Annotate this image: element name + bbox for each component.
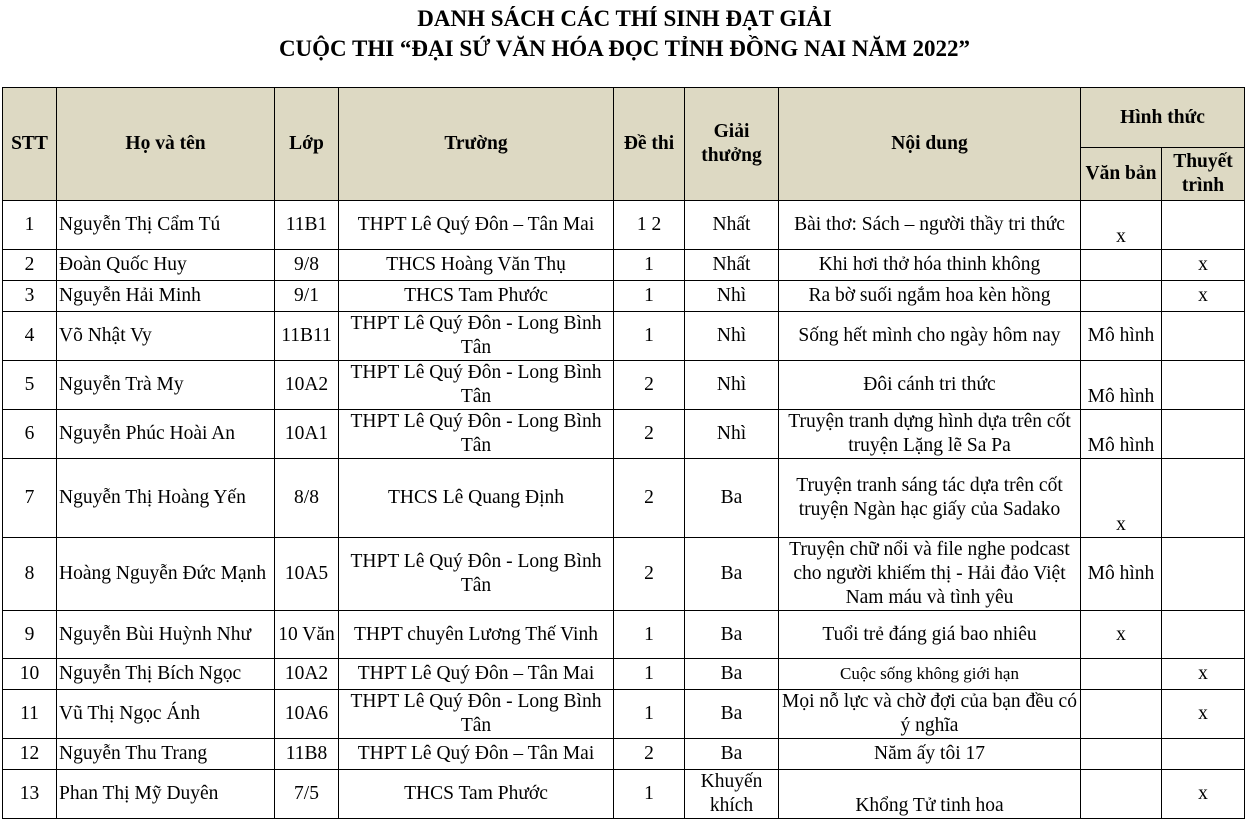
cell-prize: Nhì bbox=[685, 281, 779, 312]
cell-school: THCS Hoàng Văn Thụ bbox=[339, 250, 614, 281]
cell-exam: 1 2 bbox=[614, 201, 685, 250]
cell-class: 10A1 bbox=[275, 410, 339, 459]
cell-exam: 2 bbox=[614, 361, 685, 410]
cell-class: 9/1 bbox=[275, 281, 339, 312]
cell-exam: 1 bbox=[614, 611, 685, 659]
cell-prize: Nhì bbox=[685, 410, 779, 459]
cell-name: Hoàng Nguyễn Đức Mạnh bbox=[57, 538, 275, 611]
cell-presentation bbox=[1162, 312, 1245, 361]
cell-class: 10A2 bbox=[275, 659, 339, 690]
cell-stt: 10 bbox=[3, 659, 57, 690]
cell-exam: 1 bbox=[614, 659, 685, 690]
cell-exam: 2 bbox=[614, 538, 685, 611]
cell-content: Truyện chữ nổi và file nghe podcast cho người khiếm thị - Hải đảo Việt Nam máu và tình yêu bbox=[779, 538, 1081, 611]
cell-name: Nguyễn Bùi Huỳnh Như bbox=[57, 611, 275, 659]
cell-school: THPT Lê Quý Đôn - Long Bình Tân bbox=[339, 361, 614, 410]
cell-text-form: x bbox=[1081, 201, 1162, 250]
table-header bbox=[3, 88, 1245, 201]
header-content: Nội dung bbox=[779, 88, 1081, 201]
cell-presentation bbox=[1162, 201, 1245, 250]
cell-presentation bbox=[1162, 611, 1245, 659]
header-form: Hình thức bbox=[1081, 88, 1245, 148]
cell-content: Bài thơ: Sách – người thầy tri thức bbox=[779, 201, 1081, 250]
cell-stt: 7 bbox=[3, 459, 57, 538]
cell-school: THPT Lê Quý Đôn - Long Bình Tân bbox=[339, 312, 614, 361]
cell-text-form: x bbox=[1081, 459, 1162, 538]
cell-text-form: Mô hình bbox=[1081, 312, 1162, 361]
table-row bbox=[3, 201, 1245, 250]
cell-stt: 4 bbox=[3, 312, 57, 361]
cell-class: 7/5 bbox=[275, 770, 339, 819]
table-row bbox=[3, 739, 1245, 770]
cell-class: 9/8 bbox=[275, 250, 339, 281]
cell-content: Khổng Tử tinh hoa bbox=[779, 770, 1081, 819]
header-exam: Đề thi bbox=[614, 88, 685, 201]
cell-prize: Ba bbox=[685, 690, 779, 739]
cell-content: Khi hơi thở hóa thinh không bbox=[779, 250, 1081, 281]
header-school: Trường bbox=[339, 88, 614, 201]
cell-presentation bbox=[1162, 538, 1245, 611]
cell-text-form bbox=[1081, 770, 1162, 819]
cell-stt: 5 bbox=[3, 361, 57, 410]
cell-school: THPT Lê Quý Đôn – Tân Mai bbox=[339, 659, 614, 690]
cell-class: 10 Văn bbox=[275, 611, 339, 659]
cell-presentation: x bbox=[1162, 690, 1245, 739]
cell-school: THCS Lê Quang Định bbox=[339, 459, 614, 538]
cell-name: Nguyễn Thị Cẩm Tú bbox=[57, 201, 275, 250]
cell-text-form bbox=[1081, 739, 1162, 770]
cell-exam: 1 bbox=[614, 312, 685, 361]
header-presentation: Thuyết trình bbox=[1162, 148, 1245, 201]
cell-stt: 3 bbox=[3, 281, 57, 312]
cell-exam: 1 bbox=[614, 281, 685, 312]
cell-name: Võ Nhật Vy bbox=[57, 312, 275, 361]
cell-school: THCS Tam Phước bbox=[339, 281, 614, 312]
cell-exam: 1 bbox=[614, 250, 685, 281]
cell-presentation: x bbox=[1162, 281, 1245, 312]
cell-text-form bbox=[1081, 659, 1162, 690]
cell-stt: 11 bbox=[3, 690, 57, 739]
header-name: Họ và tên bbox=[57, 88, 275, 201]
table-row bbox=[3, 312, 1245, 361]
cell-exam: 1 bbox=[614, 770, 685, 819]
cell-class: 11B11 bbox=[275, 312, 339, 361]
cell-name: Nguyễn Thu Trang bbox=[57, 739, 275, 770]
cell-name: Nguyễn Thị Bích Ngọc bbox=[57, 659, 275, 690]
cell-presentation bbox=[1162, 459, 1245, 538]
cell-school: THPT Lê Quý Đôn – Tân Mai bbox=[339, 201, 614, 250]
cell-class: 10A5 bbox=[275, 538, 339, 611]
cell-name: Phan Thị Mỹ Duyên bbox=[57, 770, 275, 819]
cell-text-form bbox=[1081, 250, 1162, 281]
cell-name: Nguyễn Thị Hoàng Yến bbox=[57, 459, 275, 538]
cell-school: THPT Lê Quý Đôn – Tân Mai bbox=[339, 739, 614, 770]
cell-text-form: Mô hình bbox=[1081, 410, 1162, 459]
cell-exam: 2 bbox=[614, 739, 685, 770]
table-row bbox=[3, 770, 1245, 819]
cell-school: THPT Lê Quý Đôn - Long Bình Tân bbox=[339, 690, 614, 739]
cell-school: THPT Lê Quý Đôn - Long Bình Tân bbox=[339, 410, 614, 459]
cell-class: 11B8 bbox=[275, 739, 339, 770]
cell-exam: 1 bbox=[614, 690, 685, 739]
cell-presentation bbox=[1162, 410, 1245, 459]
cell-text-form bbox=[1081, 281, 1162, 312]
cell-prize: Nhì bbox=[685, 312, 779, 361]
cell-stt: 1 bbox=[3, 201, 57, 250]
cell-class: 10A6 bbox=[275, 690, 339, 739]
cell-prize: Ba bbox=[685, 538, 779, 611]
header-prize: Giải thưởng bbox=[685, 88, 779, 201]
table-row bbox=[3, 250, 1245, 281]
table-body bbox=[3, 201, 1245, 819]
table-row bbox=[3, 361, 1245, 410]
table-row bbox=[3, 281, 1245, 312]
cell-name: Nguyễn Hải Minh bbox=[57, 281, 275, 312]
cell-content: Mọi nỗ lực và chờ đợi của bạn đều có ý nghĩa bbox=[779, 690, 1081, 739]
document-subtitle: CUỘC THI “ĐẠI SỨ VĂN HÓA ĐỌC TỈNH ĐỒNG NAI NĂM 2022” bbox=[278, 36, 971, 61]
cell-prize: Nhất bbox=[685, 201, 779, 250]
cell-presentation bbox=[1162, 739, 1245, 770]
cell-stt: 6 bbox=[3, 410, 57, 459]
table-row bbox=[3, 611, 1245, 659]
cell-school: THCS Tam Phước bbox=[339, 770, 614, 819]
cell-content: Ra bờ suối ngắm hoa kèn hồng bbox=[779, 281, 1081, 312]
cell-stt: 12 bbox=[3, 739, 57, 770]
table-row bbox=[3, 538, 1245, 611]
cell-presentation: x bbox=[1162, 659, 1245, 690]
document-title: DANH SÁCH CÁC THÍ SINH ĐẠT GIẢI bbox=[417, 6, 832, 31]
cell-prize: Ba bbox=[685, 739, 779, 770]
cell-school: THPT Lê Quý Đôn - Long Bình Tân bbox=[339, 538, 614, 611]
cell-prize: Nhất bbox=[685, 250, 779, 281]
cell-prize: Ba bbox=[685, 459, 779, 538]
cell-exam: 2 bbox=[614, 410, 685, 459]
table-row bbox=[3, 459, 1245, 538]
cell-text-form: x bbox=[1081, 611, 1162, 659]
cell-stt: 13 bbox=[3, 770, 57, 819]
cell-class: 8/8 bbox=[275, 459, 339, 538]
cell-content: Cuộc sống không giới hạn bbox=[779, 659, 1081, 690]
cell-presentation: x bbox=[1162, 770, 1245, 819]
table-row bbox=[3, 690, 1245, 739]
cell-name: Nguyễn Phúc Hoài An bbox=[57, 410, 275, 459]
cell-prize: Khuyến khích bbox=[685, 770, 779, 819]
cell-name: Đoàn Quốc Huy bbox=[57, 250, 275, 281]
cell-exam: 2 bbox=[614, 459, 685, 538]
winners-table bbox=[2, 87, 1245, 819]
cell-text-form: Mô hình bbox=[1081, 361, 1162, 410]
cell-content: Truyện tranh sáng tác dựa trên cốt truyện Ngàn hạc giấy của Sadako bbox=[779, 459, 1081, 538]
cell-prize: Ba bbox=[685, 659, 779, 690]
cell-content: Năm ấy tôi 17 bbox=[779, 739, 1081, 770]
cell-name: Vũ Thị Ngọc Ánh bbox=[57, 690, 275, 739]
cell-text-form bbox=[1081, 690, 1162, 739]
cell-stt: 2 bbox=[3, 250, 57, 281]
cell-school: THPT chuyên Lương Thế Vinh bbox=[339, 611, 614, 659]
cell-prize: Nhì bbox=[685, 361, 779, 410]
header-stt: STT bbox=[3, 88, 57, 201]
header-class: Lớp bbox=[275, 88, 339, 201]
cell-content: Sống hết mình cho ngày hôm nay bbox=[779, 312, 1081, 361]
cell-prize: Ba bbox=[685, 611, 779, 659]
cell-class: 10A2 bbox=[275, 361, 339, 410]
cell-stt: 8 bbox=[3, 538, 57, 611]
cell-text-form: Mô hình bbox=[1081, 538, 1162, 611]
cell-content: Đôi cánh tri thức bbox=[779, 361, 1081, 410]
cell-content: Tuổi trẻ đáng giá bao nhiêu bbox=[779, 611, 1081, 659]
table-row bbox=[3, 659, 1245, 690]
header-text-form: Văn bản bbox=[1081, 148, 1162, 201]
cell-class: 11B1 bbox=[275, 201, 339, 250]
cell-name: Nguyễn Trà My bbox=[57, 361, 275, 410]
cell-stt: 9 bbox=[3, 611, 57, 659]
cell-content: Truyện tranh dựng hình dựa trên cốt truyện Lặng lẽ Sa Pa bbox=[779, 410, 1081, 459]
cell-presentation bbox=[1162, 361, 1245, 410]
cell-presentation: x bbox=[1162, 250, 1245, 281]
table-row bbox=[3, 410, 1245, 459]
